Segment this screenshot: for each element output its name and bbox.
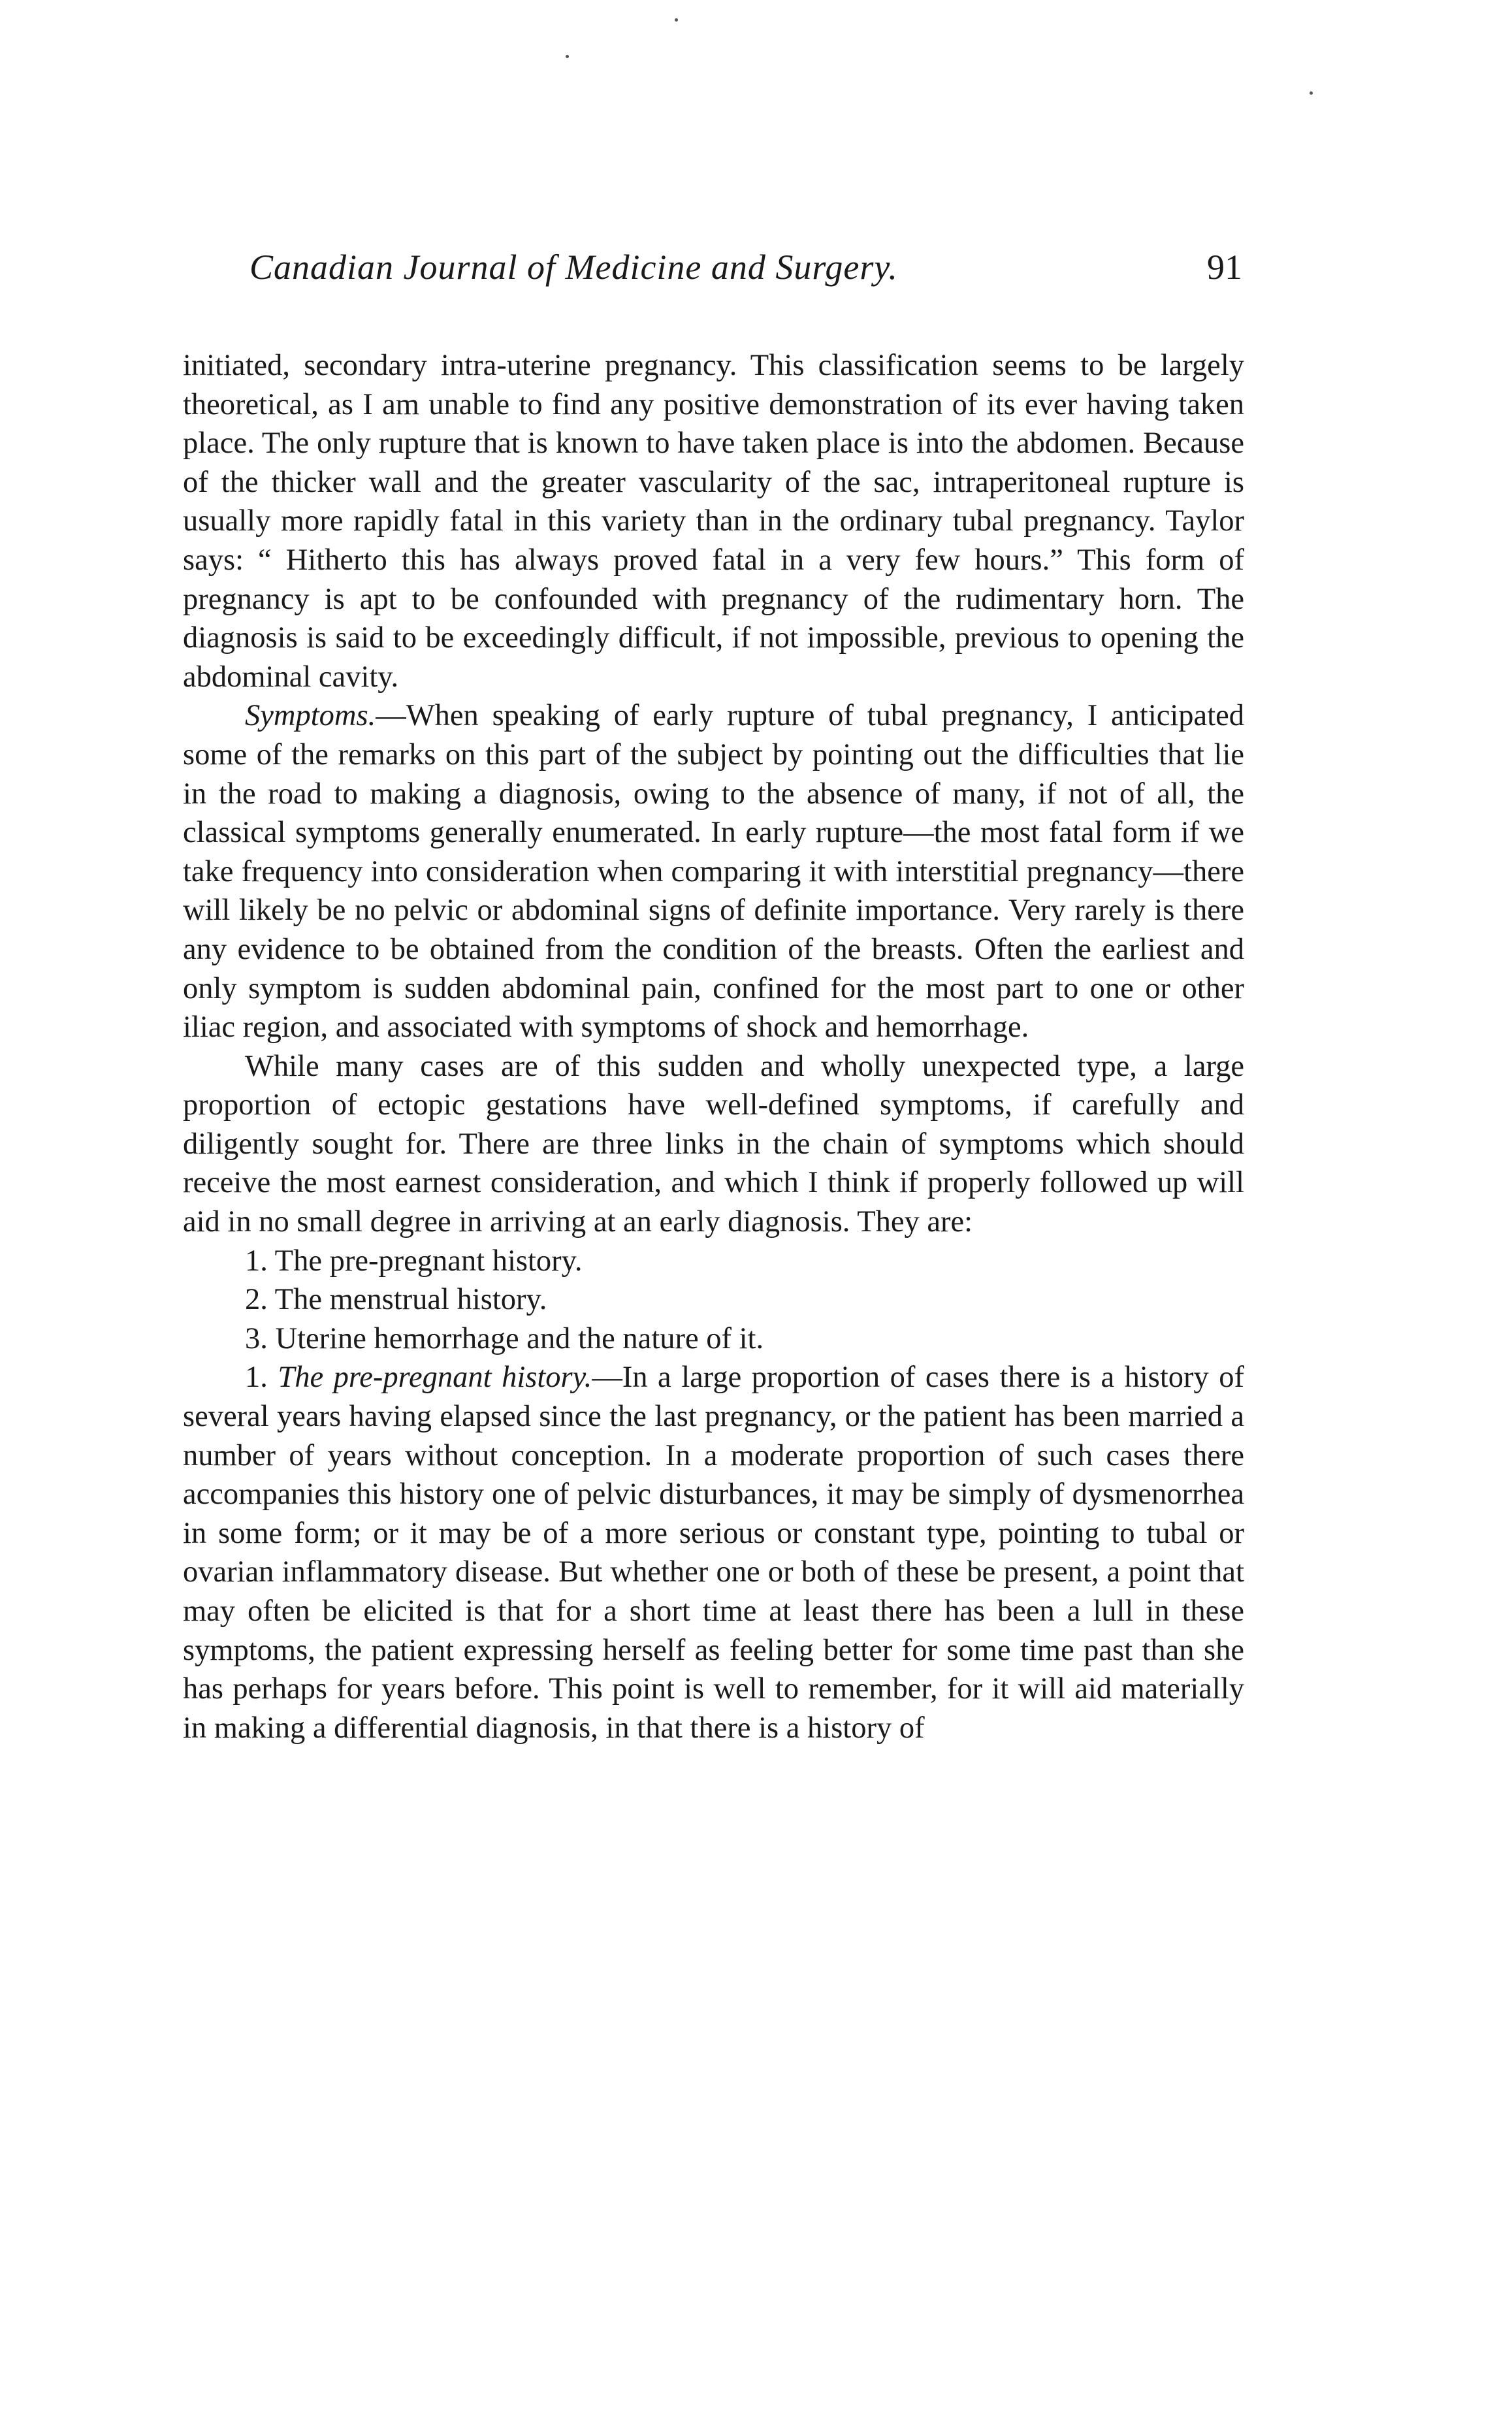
page-number: 91 [1207,248,1242,287]
section-heading: The pre-pregnant history. [278,1361,592,1395]
paragraph-text: —When speaking of early rupture of tubal pregnancy, I anticipated some of the remarks on this part of the subject by pointing out the difficulties that lie in the road to making a diagnosis, owing to the absence of many, if not of all, the classical symptoms generally enumerated. In early rupture—the most fatal form if we take frequency into consideration when comparing it with interstitial pregnancy—there will likely be no pelvic or abdominal signs of definite importance. Very rarely is there any evidence to be obtained from the condition of the breasts. Often the earliest and only symptom is sudden abdominal pain, confined for the most part to one or other iliac region, and associated with symptoms of shock and hemorrhage. [183,699,1244,1044]
article-body [183,346,1244,1747]
running-header [249,247,1242,306]
paragraph-text: —In a large proportion of cases there is a history of several years having elapsed since the last pregnancy, or the patient has been married a number of years without conception. In a moderate proportion of such cases there accompanies this history one of pelvic disturbances, it may be simply of dysmenorrhea in some form; or it may be of a more serious or constant type, pointing to tubal or ovarian inflammatory disease. But whether one or both of these be present, a point that may often be elicited is that for a short time at least there has been a lull in these symptoms, the patient expressing herself as feeling better for some time past than she has perhaps for years before. This point is well to remember, for it will aid materially in making a differential diagnosis, in that there is a history of [183,1361,1245,1745]
journal-title: Canadian Journal of Medicine and Surgery. [249,248,898,287]
scan-speck [675,18,678,22]
paragraph [183,696,1244,1046]
list-item: 3. Uterine hemorrhage and the nature of it. [245,1321,764,1355]
paragraph: initiated, secondary intra-uterine pregnancy. This classification seems to be largely theoretical, as I am unable to find any positive demonstration of its ever having taken place. The only rupture that is known to have taken place is into the abdomen. Because of the thicker wall and the greater vascularity of the sac, intraperitoneal rupture is usually more rapidly fatal in this variety than in the ordinary tubal pregnancy. Taylor says: “ Hitherto this has always proved fatal in a very few hours.” This form of pregnancy is apt to be confounded with pregnancy of the rudimentary horn. The diagnosis is said to be exceedingly difficult, if not impossible, previous to opening the abdominal cavity. [183,349,1244,694]
list-item: 2. The menstrual history. [245,1283,547,1317]
paragraph [183,1358,1244,1747]
scan-speck [1310,91,1313,95]
section-number: 1. [245,1361,278,1395]
scan-speck [566,55,569,58]
section-heading: Symptoms. [245,699,376,733]
paragraph: While many cases are of this sudden and wholly unexpected type, a large proportion of ectopic gestations have well-defined symptoms, if carefully and diligently sought for. There are three links in the chain of symptoms which should receive the most earnest consideration, and which I think if properly followed up will aid in no small degree in arriving at an early diagnosis. They are: [183,1049,1244,1239]
list-item: 1. The pre-pregnant history. [245,1244,583,1278]
